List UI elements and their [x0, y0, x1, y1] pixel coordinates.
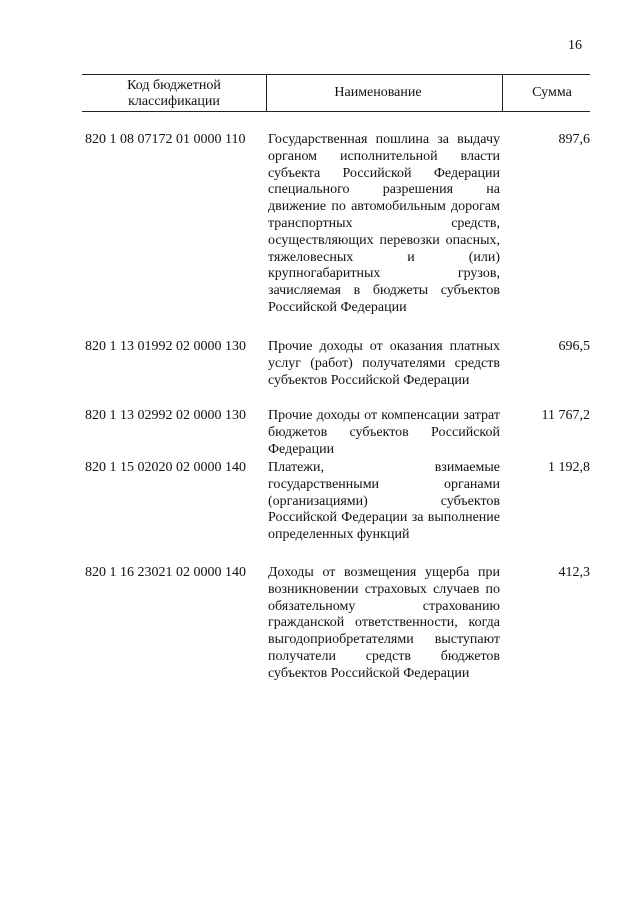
header-code-line1: Код бюджетной	[127, 78, 221, 93]
header-sum: Сумма	[532, 85, 572, 100]
header-divider	[502, 75, 503, 111]
header-code-line2: классификации	[128, 94, 220, 109]
row-code: 820 1 13 02992 02 0000 130	[85, 408, 246, 423]
row-code: 820 1 15 02020 02 0000 140	[85, 460, 246, 475]
header-code	[82, 78, 266, 110]
header-name: Наименование	[334, 85, 422, 100]
row-name: Прочие доходы от оказания платных услуг (работ) получателями средств субъектов Российской Федерации	[268, 339, 500, 388]
row-code: 820 1 13 01992 02 0000 130	[85, 339, 246, 354]
row-amount: 696,5	[558, 339, 590, 354]
row-name: Доходы от возмещения ущерба при возникновении страховых случаев по обязательному страхованию гражданской ответственности, когда выгодоприобретателями выступают получатели средств бюджетов субъектов Российской Федерации	[268, 565, 500, 681]
row-amount: 897,6	[558, 132, 590, 147]
row-amount: 412,3	[558, 565, 590, 580]
row-name: Государственная пошлина за выдачу органом исполнительной власти субъекта Российской Федерации специального разрешения на движение по автомобильным дорогам транспортных средств, осуществляющих перевозки опасных, тяжеловесных и (или) крупногабаритных грузов, зачисляемая в бюджеты субъектов Российской Федерации	[268, 132, 500, 315]
header-divider	[266, 75, 267, 111]
row-code: 820 1 16 23021 02 0000 140	[85, 565, 246, 580]
table-header	[82, 74, 590, 112]
row-name: Платежи, взимаемые государственными органами (организациями) субъектов Российской Федерации за выполнение определенных функций	[268, 460, 500, 543]
page-number: 16	[568, 38, 582, 53]
row-name: Прочие доходы от компенсации затрат бюджетов субъектов Российской Федерации	[268, 408, 500, 457]
row-amount: 11 767,2	[541, 408, 590, 423]
row-code: 820 1 08 07172 01 0000 110	[85, 132, 246, 147]
row-amount: 1 192,8	[548, 460, 590, 475]
